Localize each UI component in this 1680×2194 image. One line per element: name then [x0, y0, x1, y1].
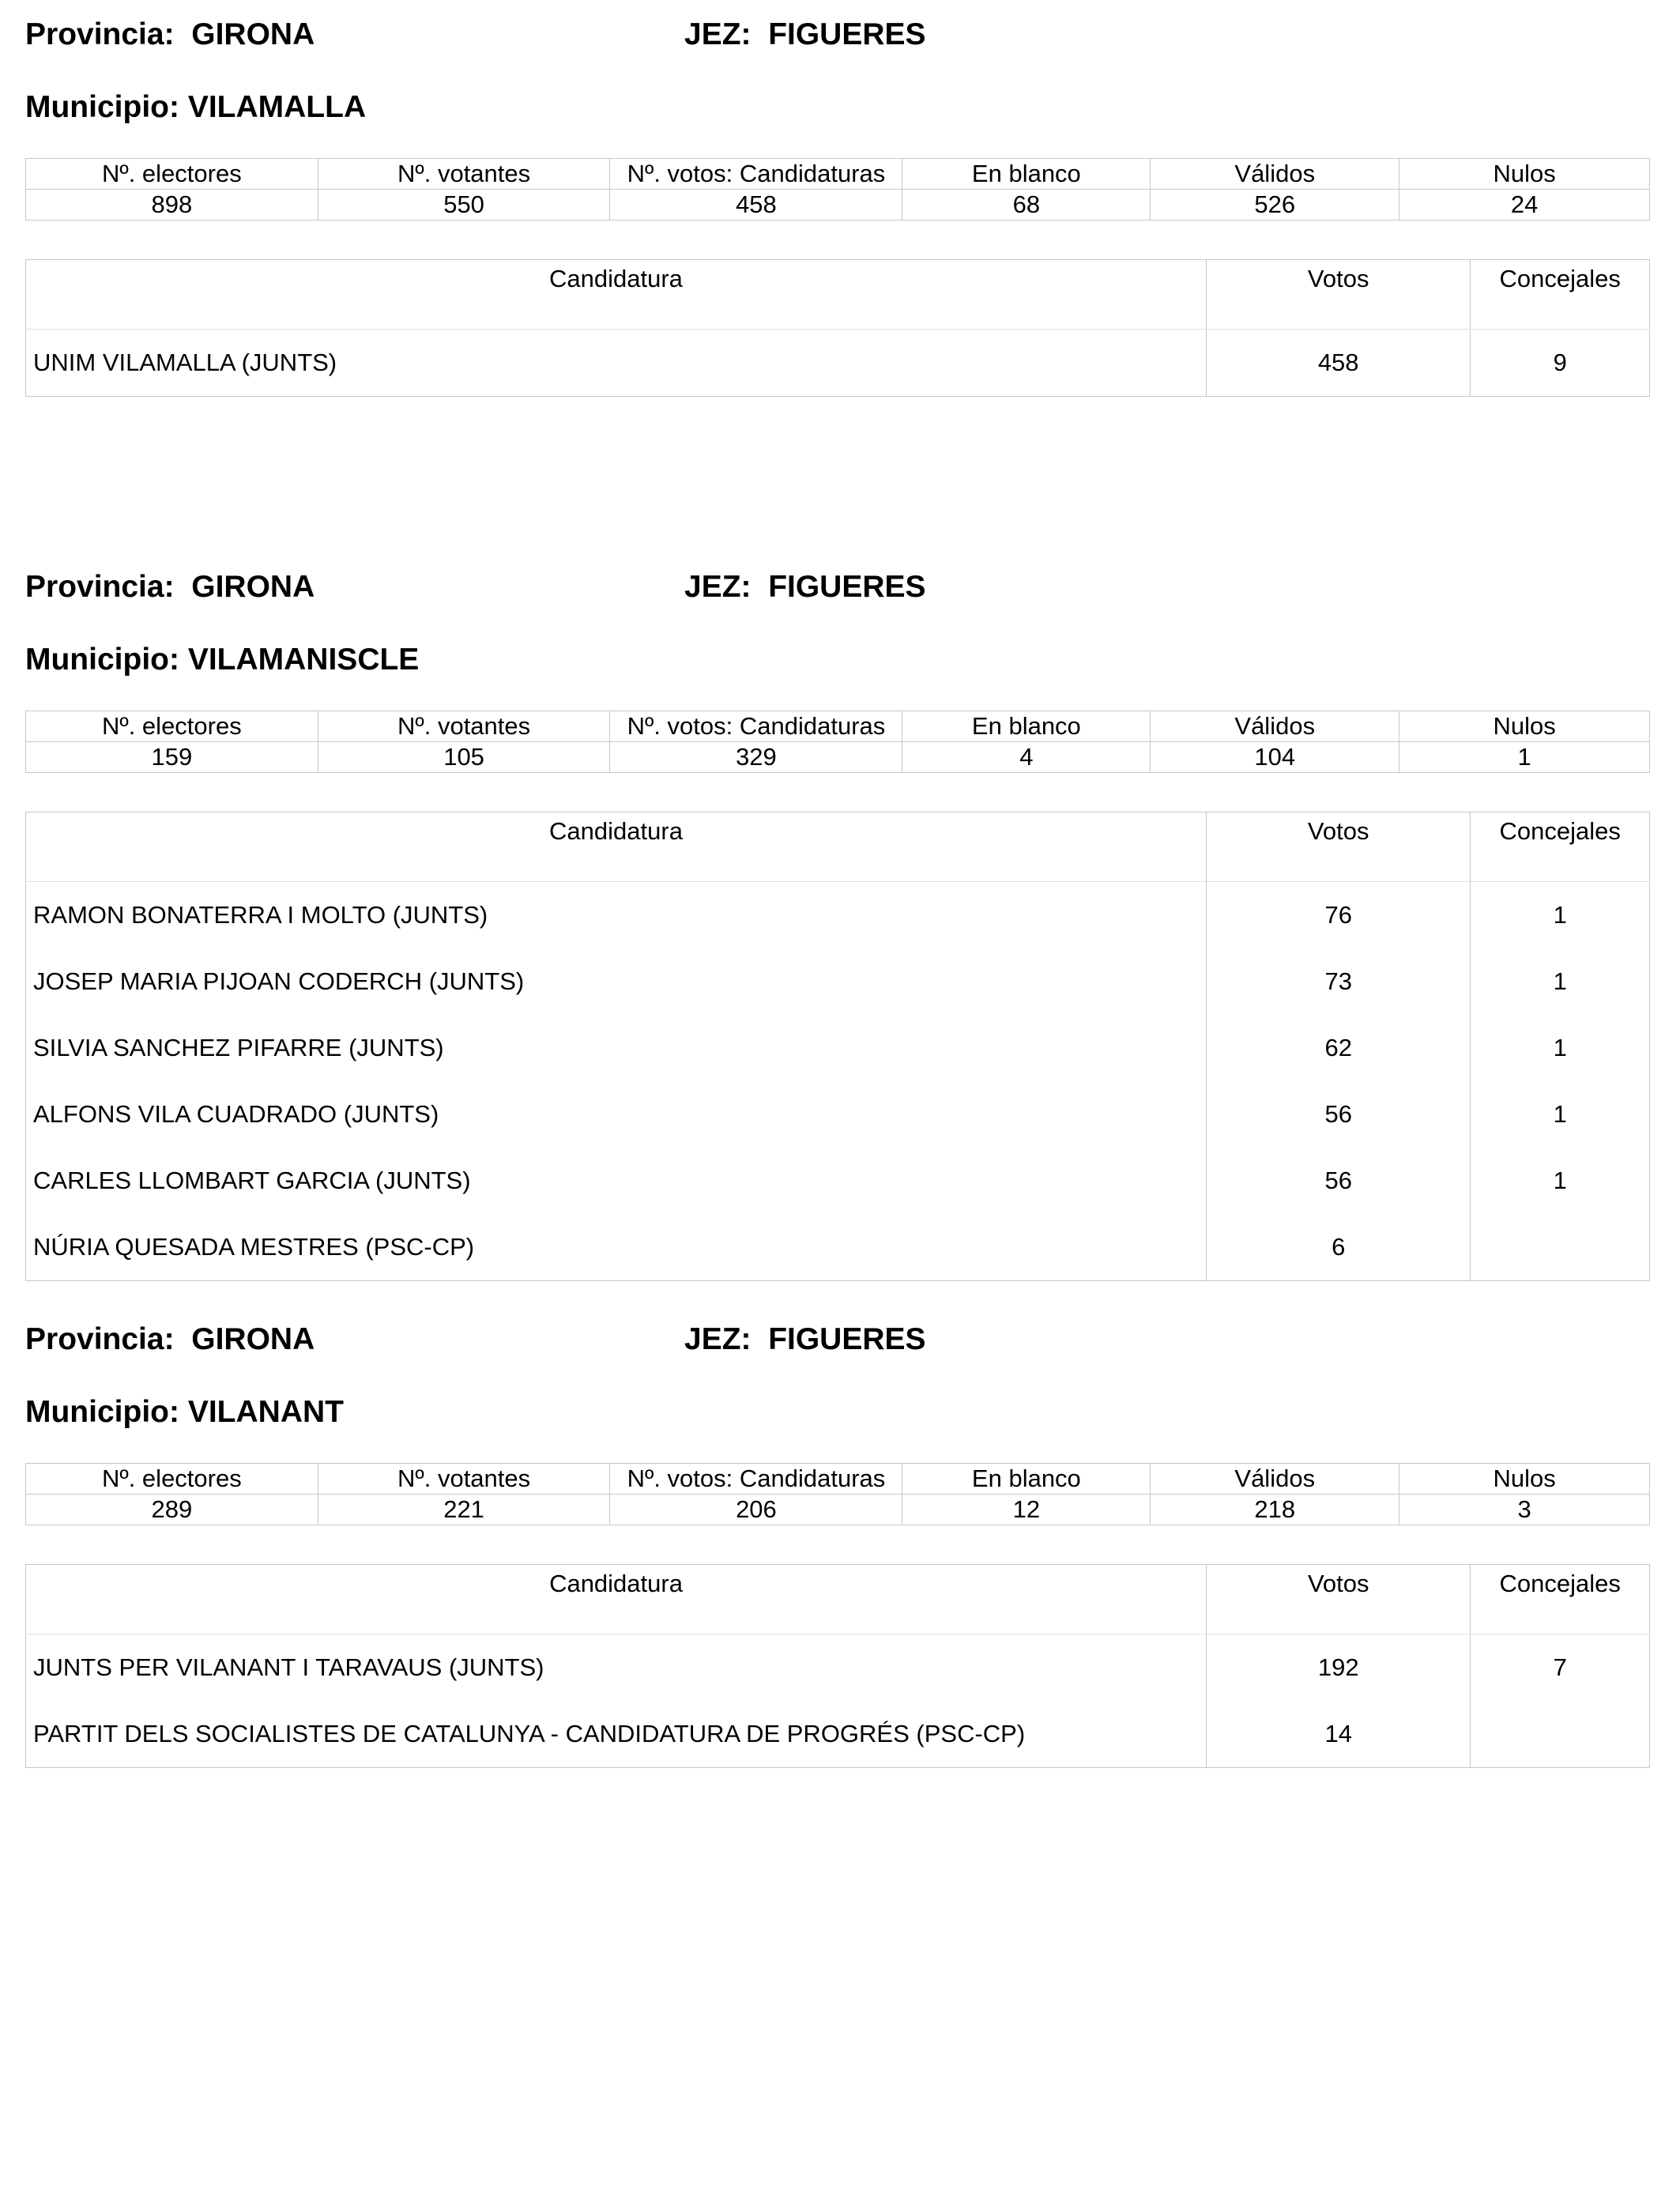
table-row: CARLES LLOMBART GARCIA (JUNTS) 56 1 — [26, 1148, 1650, 1214]
provincia-heading: Provincia: GIRONA — [25, 1322, 315, 1356]
table-row: RAMON BONATERRA I MOLTO (JUNTS) 76 1 — [26, 882, 1650, 949]
summary-table — [25, 158, 1650, 221]
jez-heading: JEZ: FIGUERES — [684, 17, 926, 51]
summary-header-row: Nº. electores Nº. votantes Nº. votos: Candidaturas En blanco Válidos Nulos — [26, 1464, 1650, 1495]
candidatura-header-row: Candidatura Votos Concejales — [26, 812, 1650, 882]
candidatura-table — [25, 259, 1650, 397]
municipio-heading: Municipio: VILAMANISCLE — [25, 643, 420, 677]
summary-value-row: 289 221 206 12 218 3 — [26, 1495, 1650, 1525]
table-row: JOSEP MARIA PIJOAN CODERCH (JUNTS) 73 1 — [26, 948, 1650, 1015]
candidatura-table — [25, 1564, 1650, 1768]
table-row: PARTIT DELS SOCIALISTES DE CATALUNYA - CANDIDATURA DE PROGRÉS (PSC-CP) 14 — [26, 1701, 1650, 1768]
summary-table — [25, 711, 1650, 773]
summary-value-row: 159 105 329 4 104 1 — [26, 742, 1650, 773]
table-row: ALFONS VILA CUADRADO (JUNTS) 56 1 — [26, 1081, 1650, 1148]
municipio-section — [25, 17, 1650, 397]
summary-header-row: Nº. electores Nº. votantes Nº. votos: Candidaturas En blanco Válidos Nulos — [26, 159, 1650, 190]
provincia-heading: Provincia: GIRONA — [25, 570, 315, 604]
summary-header-row: Nº. electores Nº. votantes Nº. votos: Candidaturas En blanco Válidos Nulos — [26, 711, 1650, 742]
municipio-heading: Municipio: VILAMALLA — [25, 90, 367, 124]
jez-heading: JEZ: FIGUERES — [684, 570, 926, 604]
summary-value-row: 898 550 458 68 526 24 — [26, 190, 1650, 221]
municipio-heading: Municipio: VILANANT — [25, 1395, 344, 1429]
candidatura-header-row: Candidatura Votos Concejales — [26, 1565, 1650, 1634]
table-row: JUNTS PER VILANANT I TARAVAUS (JUNTS) 192 7 — [26, 1634, 1650, 1702]
municipio-section — [25, 1322, 1650, 1796]
table-row: SILVIA SANCHEZ PIFARRE (JUNTS) 62 1 — [26, 1015, 1650, 1081]
candidatura-header-row: Candidatura Votos Concejales — [26, 260, 1650, 330]
candidatura-table — [25, 812, 1650, 1281]
table-row: NÚRIA QUESADA MESTRES (PSC-CP) 6 — [26, 1214, 1650, 1281]
summary-table — [25, 1463, 1650, 1525]
jez-heading: JEZ: FIGUERES — [684, 1322, 926, 1356]
municipio-section — [25, 570, 1650, 1281]
table-row: UNIM VILAMALLA (JUNTS) 458 9 — [26, 330, 1650, 397]
provincia-heading: Provincia: GIRONA — [25, 17, 315, 51]
